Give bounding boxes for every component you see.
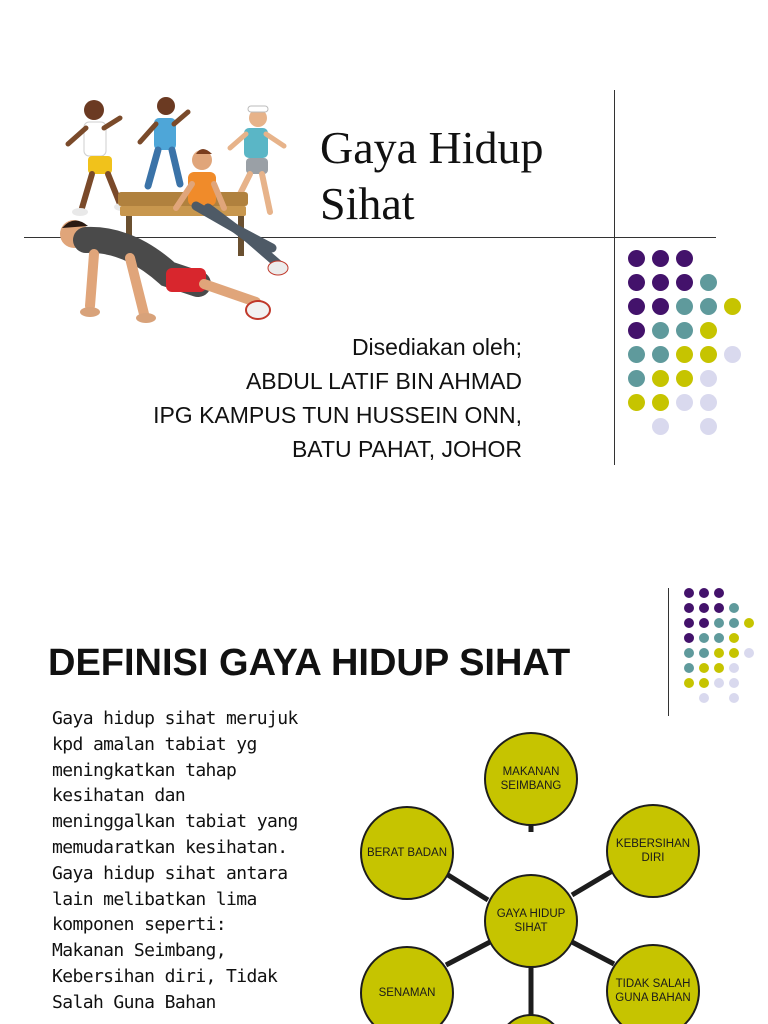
vertical-rule: [614, 90, 615, 465]
decorative-dot: [652, 370, 669, 387]
decorative-dot: [652, 394, 669, 411]
decorative-dot: [700, 418, 717, 435]
decorative-dot: [676, 370, 693, 387]
diagram-node-berat-badan: BERAT BADAN: [360, 806, 454, 900]
definition-slide: [0, 570, 768, 1024]
definition-paragraph: Gaya hidup sihat merujuk kpd amalan tabiat yg meningkatkan tahap kesihatan dan meninggalkan tabiat yang memudaratkan kesihatan. Gaya hidup sihat antara lain melibatkan lima komponen seperti: Makanan Seimbang, Kebersihan diri, Tidak Salah Guna Bahan: [52, 708, 298, 1013]
decorative-dot: [700, 346, 717, 363]
decorative-dot: [652, 322, 669, 339]
decorative-dot: [700, 322, 717, 339]
diagram-node-center: GAYA HIDUP SIHAT: [484, 874, 578, 968]
decorative-dot: [676, 298, 693, 315]
decorative-dot: [652, 274, 669, 291]
author-name: ABDUL LATIF BIN AHMAD: [245, 368, 522, 394]
decorative-dot: [676, 346, 693, 363]
decorative-dot: [652, 298, 669, 315]
decorative-dot: [628, 250, 645, 267]
decorative-dot: [700, 298, 717, 315]
decorative-dot: [652, 250, 669, 267]
decorative-dot: [628, 298, 645, 315]
location-text: BATU PAHAT, JOHOR: [291, 436, 522, 462]
decorative-dot: [676, 322, 693, 339]
decorative-dot: [676, 394, 693, 411]
decorative-dot: [700, 370, 717, 387]
decorative-dot: [676, 274, 693, 291]
decorative-dot: [628, 394, 645, 411]
decorative-dot: [628, 274, 645, 291]
decorative-dot: [676, 250, 693, 267]
runner-figure: [140, 97, 188, 186]
diagram-node-tidak-salah-guna-bahan: TIDAK SALAH GUNA BAHAN: [606, 944, 700, 1024]
decorative-dot: [628, 346, 645, 363]
prepared-by-label: Disediakan oleh;: [351, 334, 522, 360]
institution-name: IPG KAMPUS TUN HUSSEIN ONN,: [153, 402, 522, 428]
author-block: [60, 330, 522, 466]
decorative-dot: [724, 298, 741, 315]
decorative-dot: [652, 418, 669, 435]
decorative-dot: [628, 322, 645, 339]
decorative-dot: [628, 370, 645, 387]
diagram-node-senaman: SENAMAN: [360, 946, 454, 1024]
slide-title: Gaya Hidup Sihat: [320, 122, 544, 229]
decorative-dot: [700, 274, 717, 291]
people-exercising-illustration: [48, 88, 298, 350]
decorative-dot: [724, 346, 741, 363]
decorative-dot: [700, 394, 717, 411]
slide-heading: DEFINISI GAYA HIDUP SIHAT: [48, 642, 571, 684]
decorative-dot: [652, 346, 669, 363]
page-gap: [0, 530, 768, 570]
diagram-node-makanan-seimbang: MAKANAN SEIMBANG: [484, 732, 578, 826]
diagram-node-kebersihan-diri: KEBERSIHAN DIRI: [606, 804, 700, 898]
